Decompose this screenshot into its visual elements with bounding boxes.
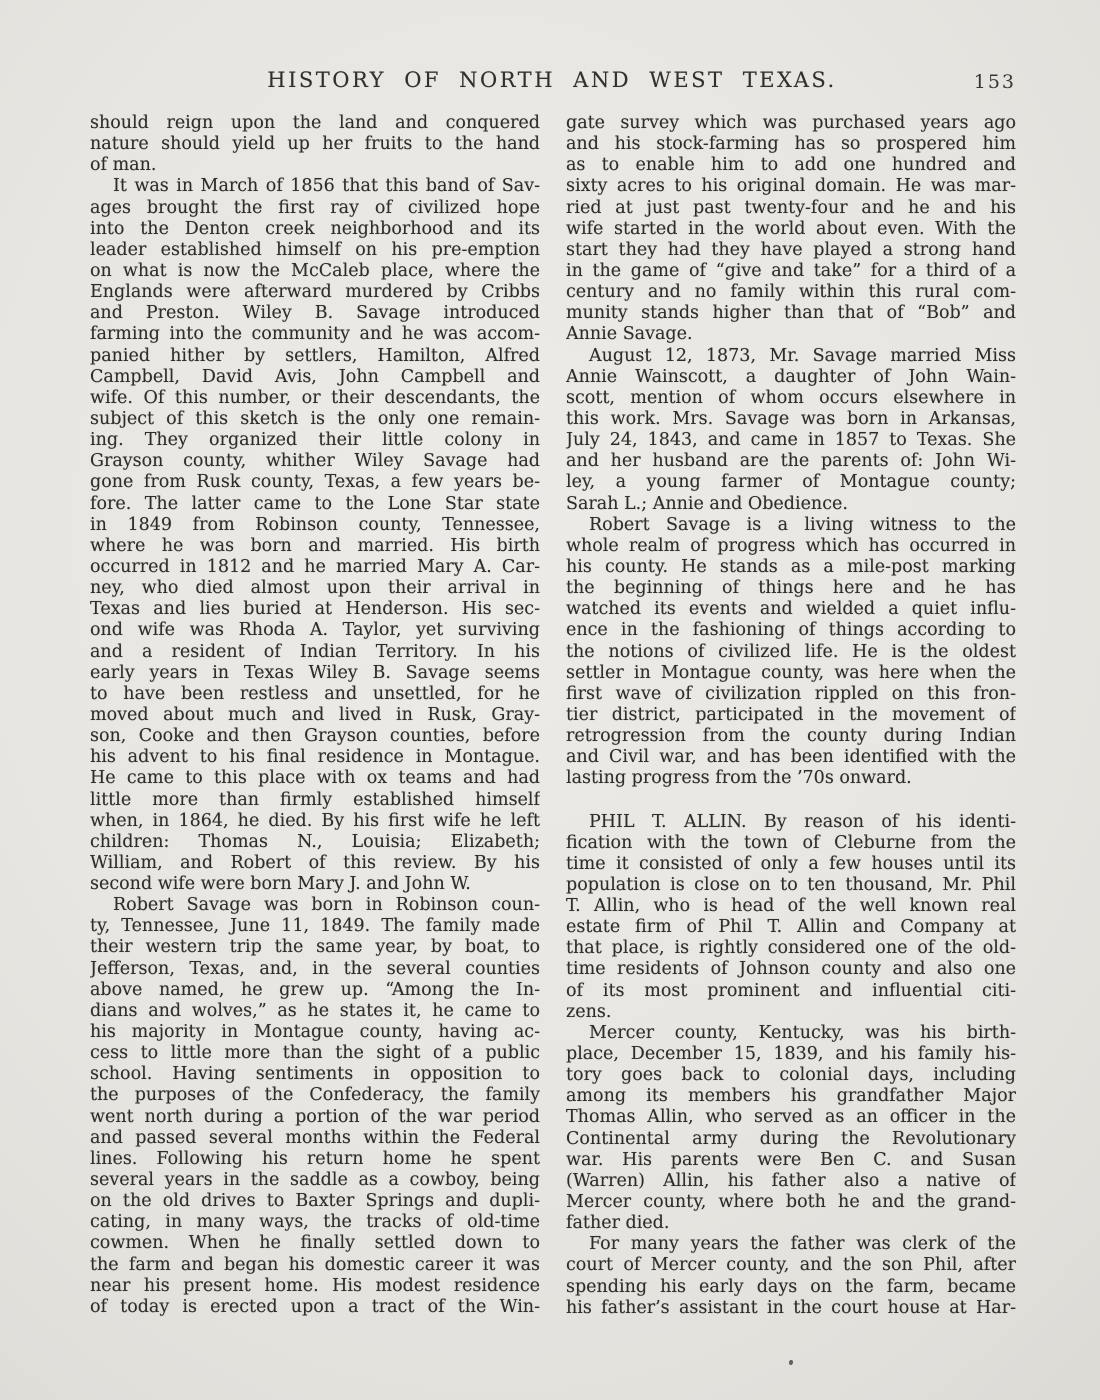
text-line: time residents of Johnson county and also one <box>566 959 1016 980</box>
paragraph <box>566 346 1016 515</box>
text-line: his county. He stands as a mile-post marking <box>566 556 1016 577</box>
text-line: Grayson county, whither Wiley Savage had <box>90 451 540 472</box>
text-line: to have been restless and unsettled, for he <box>90 683 540 704</box>
text-line: estate firm of Phil T. Allin and Company at <box>566 917 1016 938</box>
text-line: his father’s assistant in the court house at Har- <box>566 1297 1016 1318</box>
text-line: wife started in the world about even. With the <box>566 218 1016 239</box>
text-line: July 24, 1843, and came in 1857 to Texas. She <box>566 430 1016 451</box>
text-line: Continental army during the Revolutionary <box>566 1128 1016 1149</box>
text-line: of today is erected upon a tract of the Win- <box>90 1296 540 1317</box>
text-line: as to enable him to add one hundred and <box>566 155 1016 176</box>
column-right <box>566 113 1016 1319</box>
text-line: farming into the community and he was accom- <box>90 324 540 345</box>
text-line: his majority in Montague county, having ac- <box>90 1022 540 1043</box>
text-line: first wave of civilization rippled on this fron- <box>566 683 1016 704</box>
text-line: in the game of “give and take” for a third of a <box>566 260 1016 281</box>
text-line: Thomas Allin, who served as an officer in the <box>566 1107 1016 1128</box>
text-line: He came to this place with ox teams and had <box>90 768 540 789</box>
text-line: nature should yield up her fruits to the hand <box>90 134 540 155</box>
text-line: cess to little more than the sight of a public <box>90 1043 540 1064</box>
column-left <box>90 113 540 1319</box>
text-line: settler in Montague county, was here when the <box>566 662 1016 683</box>
text-line: war. His parents were Ben C. and Susan <box>566 1149 1016 1170</box>
text-line: zens. <box>566 1001 612 1022</box>
text-line: whole realm of progress which has occurred in <box>566 535 1016 556</box>
text-line: ty, Tennessee, June 11, 1849. The family made <box>90 916 540 937</box>
text-line: Mercer county, Kentucky, was his birth- <box>589 1022 1016 1043</box>
text-line: son, Cooke and then Grayson counties, before <box>90 726 540 747</box>
text-line: It was in March of 1856 that this band of Sav- <box>113 176 540 197</box>
text-line: on the old drives to Baxter Springs and dupli- <box>90 1191 540 1212</box>
paragraph <box>566 113 1016 346</box>
paragraph <box>566 515 1016 790</box>
text-line: their western trip the same year, by boat, to <box>90 937 540 958</box>
text-line: ages brought the first ray of civilized hope <box>90 197 540 218</box>
text-line: ried at just past twenty-four and he and his <box>566 197 1016 218</box>
text-line: Robert Savage is a living witness to the <box>589 514 1016 535</box>
text-columns <box>90 113 1016 1319</box>
text-line: into the Denton creek neighborhood and its <box>90 218 540 239</box>
paragraph <box>566 1023 1016 1234</box>
text-line: and a resident of Indian Territory. In his <box>90 641 540 662</box>
text-line: ence in the fashioning of things according to <box>566 620 1016 641</box>
text-line: that place, is rightly considered one of the old- <box>566 938 1016 959</box>
text-line: ney, who died almost upon their arrival in <box>90 578 540 599</box>
text-line: Campbell, David Avis, John Campbell and <box>90 366 540 387</box>
text-line: leader established himself on his pre-emption <box>90 239 540 260</box>
text-line: fore. The latter came to the Lone Star state <box>90 493 540 514</box>
text-line: lasting progress from the ’70s onward. <box>566 768 912 789</box>
text-line: Sarah L.; Annie and Obedience. <box>566 493 848 514</box>
text-line: should reign upon the land and conquered <box>90 113 540 133</box>
text-line: panied hither by settlers, Hamilton, Alfred <box>90 345 540 366</box>
text-line: above named, he grew up. “Among the In- <box>90 979 540 1000</box>
text-line: ond wife was Rhoda A. Taylor, yet surviving <box>90 620 540 641</box>
text-line: wife. Of this number, or their descendants, the <box>90 387 540 408</box>
text-line: watched its events and wielded a quiet influ- <box>566 599 1016 620</box>
text-line: dians and wolves,” as he states it, he came to <box>90 1000 540 1021</box>
text-line: moved about much and lived in Rusk, Gray- <box>90 704 540 725</box>
text-line: (Warren) Allin, his father also a native of <box>566 1170 1016 1191</box>
text-line: T. Allin, who is head of the well known real <box>566 896 1016 917</box>
paragraph <box>90 113 540 176</box>
text-line: Annie Savage. <box>566 324 693 345</box>
text-line: and passed several months within the Federal <box>90 1127 540 1148</box>
paragraph <box>566 812 1016 1023</box>
scan-speck <box>789 1360 793 1365</box>
text-line: tier district, participated in the movement of <box>566 704 1016 725</box>
text-line: near his present home. His modest residence <box>90 1275 540 1296</box>
text-line: Annie Wainscott, a daughter of John Wain- <box>566 366 1016 387</box>
text-line: tory goes back to colonial days, including <box>566 1065 1016 1086</box>
text-line: when, in 1864, he died. By his first wife he left <box>90 810 540 831</box>
text-line: start they had they have played a strong hand <box>566 239 1016 260</box>
text-line: Englands were afterward murdered by Cribbs <box>90 282 540 303</box>
text-line: Robert Savage was born in Robinson coun- <box>113 895 540 916</box>
text-line: this work. Mrs. Savage was born in Arkansas, <box>566 408 1016 429</box>
text-line: gate survey which was purchased years ago <box>566 113 1016 133</box>
text-line: his advent to his final residence in Montague. <box>90 747 540 768</box>
text-line: early years in Texas Wiley B. Savage seems <box>90 662 540 683</box>
text-line: munity stands higher than that of “Bob” and <box>566 303 1016 324</box>
text-line: August 12, 1873, Mr. Savage married Miss <box>589 345 1016 366</box>
page-header-title: HISTORY OF NORTH AND WEST TEXAS. <box>267 68 837 92</box>
text-line: place, December 15, 1839, and his family his- <box>566 1044 1016 1065</box>
paragraph <box>566 1234 1016 1319</box>
text-line: the farm and began his domestic career it was <box>90 1254 540 1275</box>
page-header <box>88 68 1016 98</box>
text-line: sixty acres to his original domain. He was mar- <box>566 176 1016 197</box>
text-line: and Preston. Wiley B. Savage introduced <box>90 303 540 324</box>
text-line: population is close on to ten thousand, Mr. Phil <box>566 874 1016 895</box>
text-line: For many years the father was clerk of the <box>589 1234 1016 1255</box>
text-line: the purposes of the Confederacy, the family <box>90 1085 540 1106</box>
text-line: occurred in 1812 and he married Mary A. Car- <box>90 556 540 577</box>
text-line: lines. Following his return home he spent <box>90 1148 540 1169</box>
text-line: Mercer county, where both he and the grand- <box>566 1192 1016 1213</box>
text-line: retrogression from the county during Indian <box>566 726 1016 747</box>
text-line: little more than firmly established himself <box>90 789 540 810</box>
text-line: where he was born and married. His birth <box>90 535 540 556</box>
text-line: and his stock-farming has so prospered him <box>566 134 1016 155</box>
text-line: children: Thomas N., Louisia; Elizabeth; <box>90 831 540 852</box>
text-line: Jefferson, Texas, and, in the several counties <box>90 958 540 979</box>
text-line: fication with the town of Cleburne from the <box>566 832 1016 853</box>
text-line: ley, a young farmer of Montague county; <box>566 472 1016 493</box>
paragraph <box>90 895 540 1318</box>
text-line: father died. <box>566 1213 670 1234</box>
text-line: PHIL T. ALLIN. By reason of his identi- <box>589 811 1016 832</box>
text-line: scott, mention of whom occurs elsewhere in <box>566 387 1016 408</box>
text-line: cating, in many ways, the tracks of old-time <box>90 1212 540 1233</box>
text-line: the notions of civilized life. He is the oldest <box>566 641 1016 662</box>
text-line: second wife were born Mary J. and John W. <box>90 874 471 895</box>
text-line: cowmen. When he finally settled down to <box>90 1233 540 1254</box>
text-line: court of Mercer county, and the son Phil, after <box>566 1255 1016 1276</box>
text-line: went north during a portion of the war period <box>90 1106 540 1127</box>
text-line: subject of this sketch is the only one remain- <box>90 408 540 429</box>
text-line: time it consisted of only a few houses until its <box>566 853 1016 874</box>
text-line: and Civil war, and has been identified with the <box>566 747 1016 768</box>
text-line: on what is now the McCaleb place, where the <box>90 260 540 281</box>
text-line: of man. <box>90 155 157 176</box>
text-line: among its members his grandfather Major <box>566 1086 1016 1107</box>
text-line: gone from Rusk county, Texas, a few years be- <box>90 472 540 493</box>
text-line: and her husband are the parents of: John Wi- <box>566 451 1016 472</box>
text-line: century and no family within this rural com- <box>566 282 1016 303</box>
text-line: of its most prominent and influential citi- <box>566 980 1016 1001</box>
text-line: school. Having sentiments in opposition to <box>90 1064 540 1085</box>
text-line: the beginning of things here and he has <box>566 578 1016 599</box>
text-line: in 1849 from Robinson county, Tennessee, <box>90 514 540 535</box>
text-line: several years in the saddle as a cowboy, being <box>90 1170 540 1191</box>
text-line: ing. They organized their little colony in <box>90 430 540 451</box>
text-line: William, and Robert of this review. By his <box>90 852 540 873</box>
page-number: 153 <box>973 71 1016 93</box>
paragraph <box>90 176 540 895</box>
text-line: spending his early days on the farm, became <box>566 1276 1016 1297</box>
text-line: Texas and lies buried at Henderson. His sec- <box>90 599 540 620</box>
